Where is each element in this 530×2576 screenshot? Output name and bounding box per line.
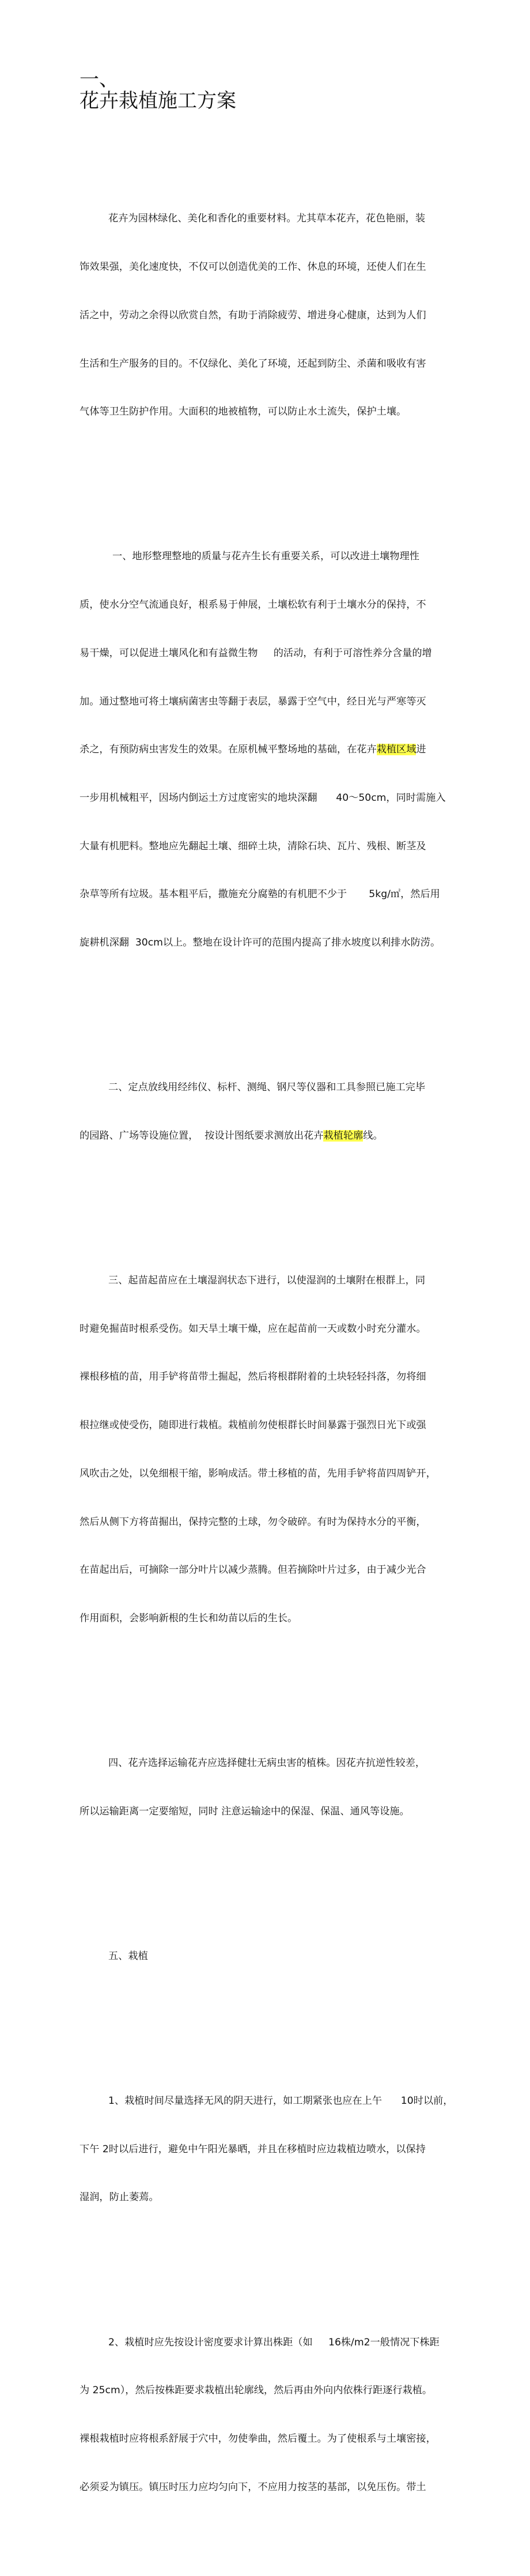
text-line: 三、起苗起苗应在土壤湿润状态下进行，以使湿润的土壤附在根群上，同 <box>108 1275 426 1286</box>
text-line: 下午 2时以后进行，避免中午阳光暴晒，并且在移植时应边栽植边喷水，以保持 <box>80 2143 426 2155</box>
text-line: 旋耕机深翻 30cm以上。整地在设计许可的范围内提高了排水坡度以利排水防涝。 <box>80 937 441 949</box>
text-line: 然后从侧下方将苗掘出，保持完整的土球，勿令破碎。有时为保持水分的平衡， <box>80 1516 426 1528</box>
text-segment: 杀之，有预防病虫害发生的效果。在原机械平整场地的基础，在花卉 <box>80 744 377 756</box>
paragraph-planting-item-2 <box>80 2303 523 2528</box>
text-segment: 进 <box>416 744 426 756</box>
text-line: 二、定点放线用经纬仪、标杆、测绳、钢尺等仪器和工具参照已施工完毕 <box>108 1082 426 1094</box>
text-line: 大量有机肥料。整地应先翻起土壤、细碎土块，清除石块、瓦片、残根、断茎及 <box>80 840 426 852</box>
text-line: 饰效果强，美化速度快，不仅可以创造优美的工作、休息的环境，还使人们在生 <box>80 261 426 273</box>
text-line <box>80 742 523 758</box>
text-line: 四、花卉选择运输花卉应选择健壮无病虫害的植株。因花卉抗逆性较差， <box>108 1757 426 1769</box>
paragraph-intro <box>80 179 523 453</box>
text-line: 为 25cm），然后按株距要求栽植出轮廓线，然后再由外向内依株行距逐行栽植。 <box>80 2385 433 2397</box>
text-line: 湿润，防止萎蔫。 <box>80 2191 159 2204</box>
text-line: 风吹击之处，以免细根干缩，影响成活。带土移植的苗，先用手铲将苗四周铲开， <box>80 1467 436 1479</box>
text-line: 五、栽植 <box>108 1950 148 1962</box>
text-line: 必须妥为镇压。镇压时压力应均匀向下，不应用力按茎的基部，以免压伤。带土 <box>80 2481 426 2493</box>
text-line: 气体等卫生防护作用。大面积的地被植物，可以防止水土流失，保护土壤。 <box>80 406 407 418</box>
text-segment: 的园路、广场等设施位置， 按设计图纸要求测放出花卉 <box>80 1129 324 1142</box>
paragraph-layout-staking <box>80 1048 523 1176</box>
text-line <box>80 1128 523 1144</box>
text-line: 裸根栽植时应将根系舒展于穴中，勿使拳曲，然后覆土。为了使根系与土壤密接， <box>80 2433 436 2445</box>
paragraph-planting-item-1 <box>80 2061 523 2238</box>
text-line: 在苗起出后，可摘除一部分叶片以减少蒸腾。但若摘除叶片过多，由于减少光合 <box>80 1564 426 1576</box>
text-line: 所以运输距离一定要缩短，同时 注意运输途中的保湿、保温、通风等设施。 <box>80 1805 410 1817</box>
text-line: 作用面积，会影响新根的生长和幼苗以后的生长。 <box>80 1612 298 1624</box>
text-line: 一、地形整理整地的质量与花卉生长有重要关系，可以改进土壤物理性 <box>112 551 419 563</box>
text-line: 花卉为园林绿化、美化和香化的重要材料。尤其草本花卉，花色艳丽，装 <box>108 213 426 225</box>
section-heading-planting <box>80 1916 523 1997</box>
text-line: 2、栽植时应先按设计密度要求计算出株距（如 16株/m2一般情况下株距 <box>108 2336 440 2348</box>
text-line: 易干燥，可以促进土壤风化和有益微生物 的活动，有利于可溶性养分含量的增 <box>80 647 432 659</box>
text-line: 时避免掘苗时根系受伤。如天旱土壤干燥，应在起苗前一天或数小时充分灌水。 <box>80 1323 426 1335</box>
paragraph-selection-transport <box>80 1723 523 1852</box>
document-body <box>80 115 523 2576</box>
text-line: 根拉继或使受伤，随即进行栽植。栽植前勿使根群长时间暴露于强烈日光下或强 <box>80 1419 426 1432</box>
text-line: 质，使水分空气流通良好，根系易于伸展，土壤松软有利于土壤水分的保持，不 <box>80 599 426 611</box>
document-title: 花卉栽植施工方案 <box>80 89 236 112</box>
text-line: 生活和生产服务的目的。不仅绿化、美化了环境，还起到防尘、杀菌和吸收有害 <box>80 357 426 370</box>
text-line: 杂草等所有垃圾。基本粗平后，撒施充分腐塾的有机肥不少于 5kg/㎡，然后用 <box>80 888 440 901</box>
text-line: 活之中，劳动之余得以欣赏自然，有助于消除疲劳、增进身心健康，达到为人们 <box>80 309 426 321</box>
highlighted-text: 栽植区域 <box>376 744 417 756</box>
paragraph-site-grading <box>80 517 523 984</box>
text-line: 裸根移植的苗，用手铲将苗带土掘起，然后将根群附着的土块轻轻抖落，勿将细 <box>80 1371 426 1383</box>
heading-number: 一、 <box>80 68 119 91</box>
text-line: 1、栽植时间尽量选择无风的阴天进行，如工期紧张也应在上午 10时以前， <box>108 2095 453 2107</box>
paragraph-lifting-seedlings <box>80 1241 523 1659</box>
text-line: 加。通过整地可将土壤病菌害虫等翻于表层，暴露于空气中，经日光与严寒等灭 <box>80 695 426 707</box>
highlighted-text: 栽植轮廓 <box>323 1129 364 1142</box>
text-segment: 线。 <box>363 1129 383 1142</box>
text-line: 一步用机械粗平，因场内倒运土方过度密实的地块深翻 40～50cm，同时需施入 <box>80 792 446 804</box>
